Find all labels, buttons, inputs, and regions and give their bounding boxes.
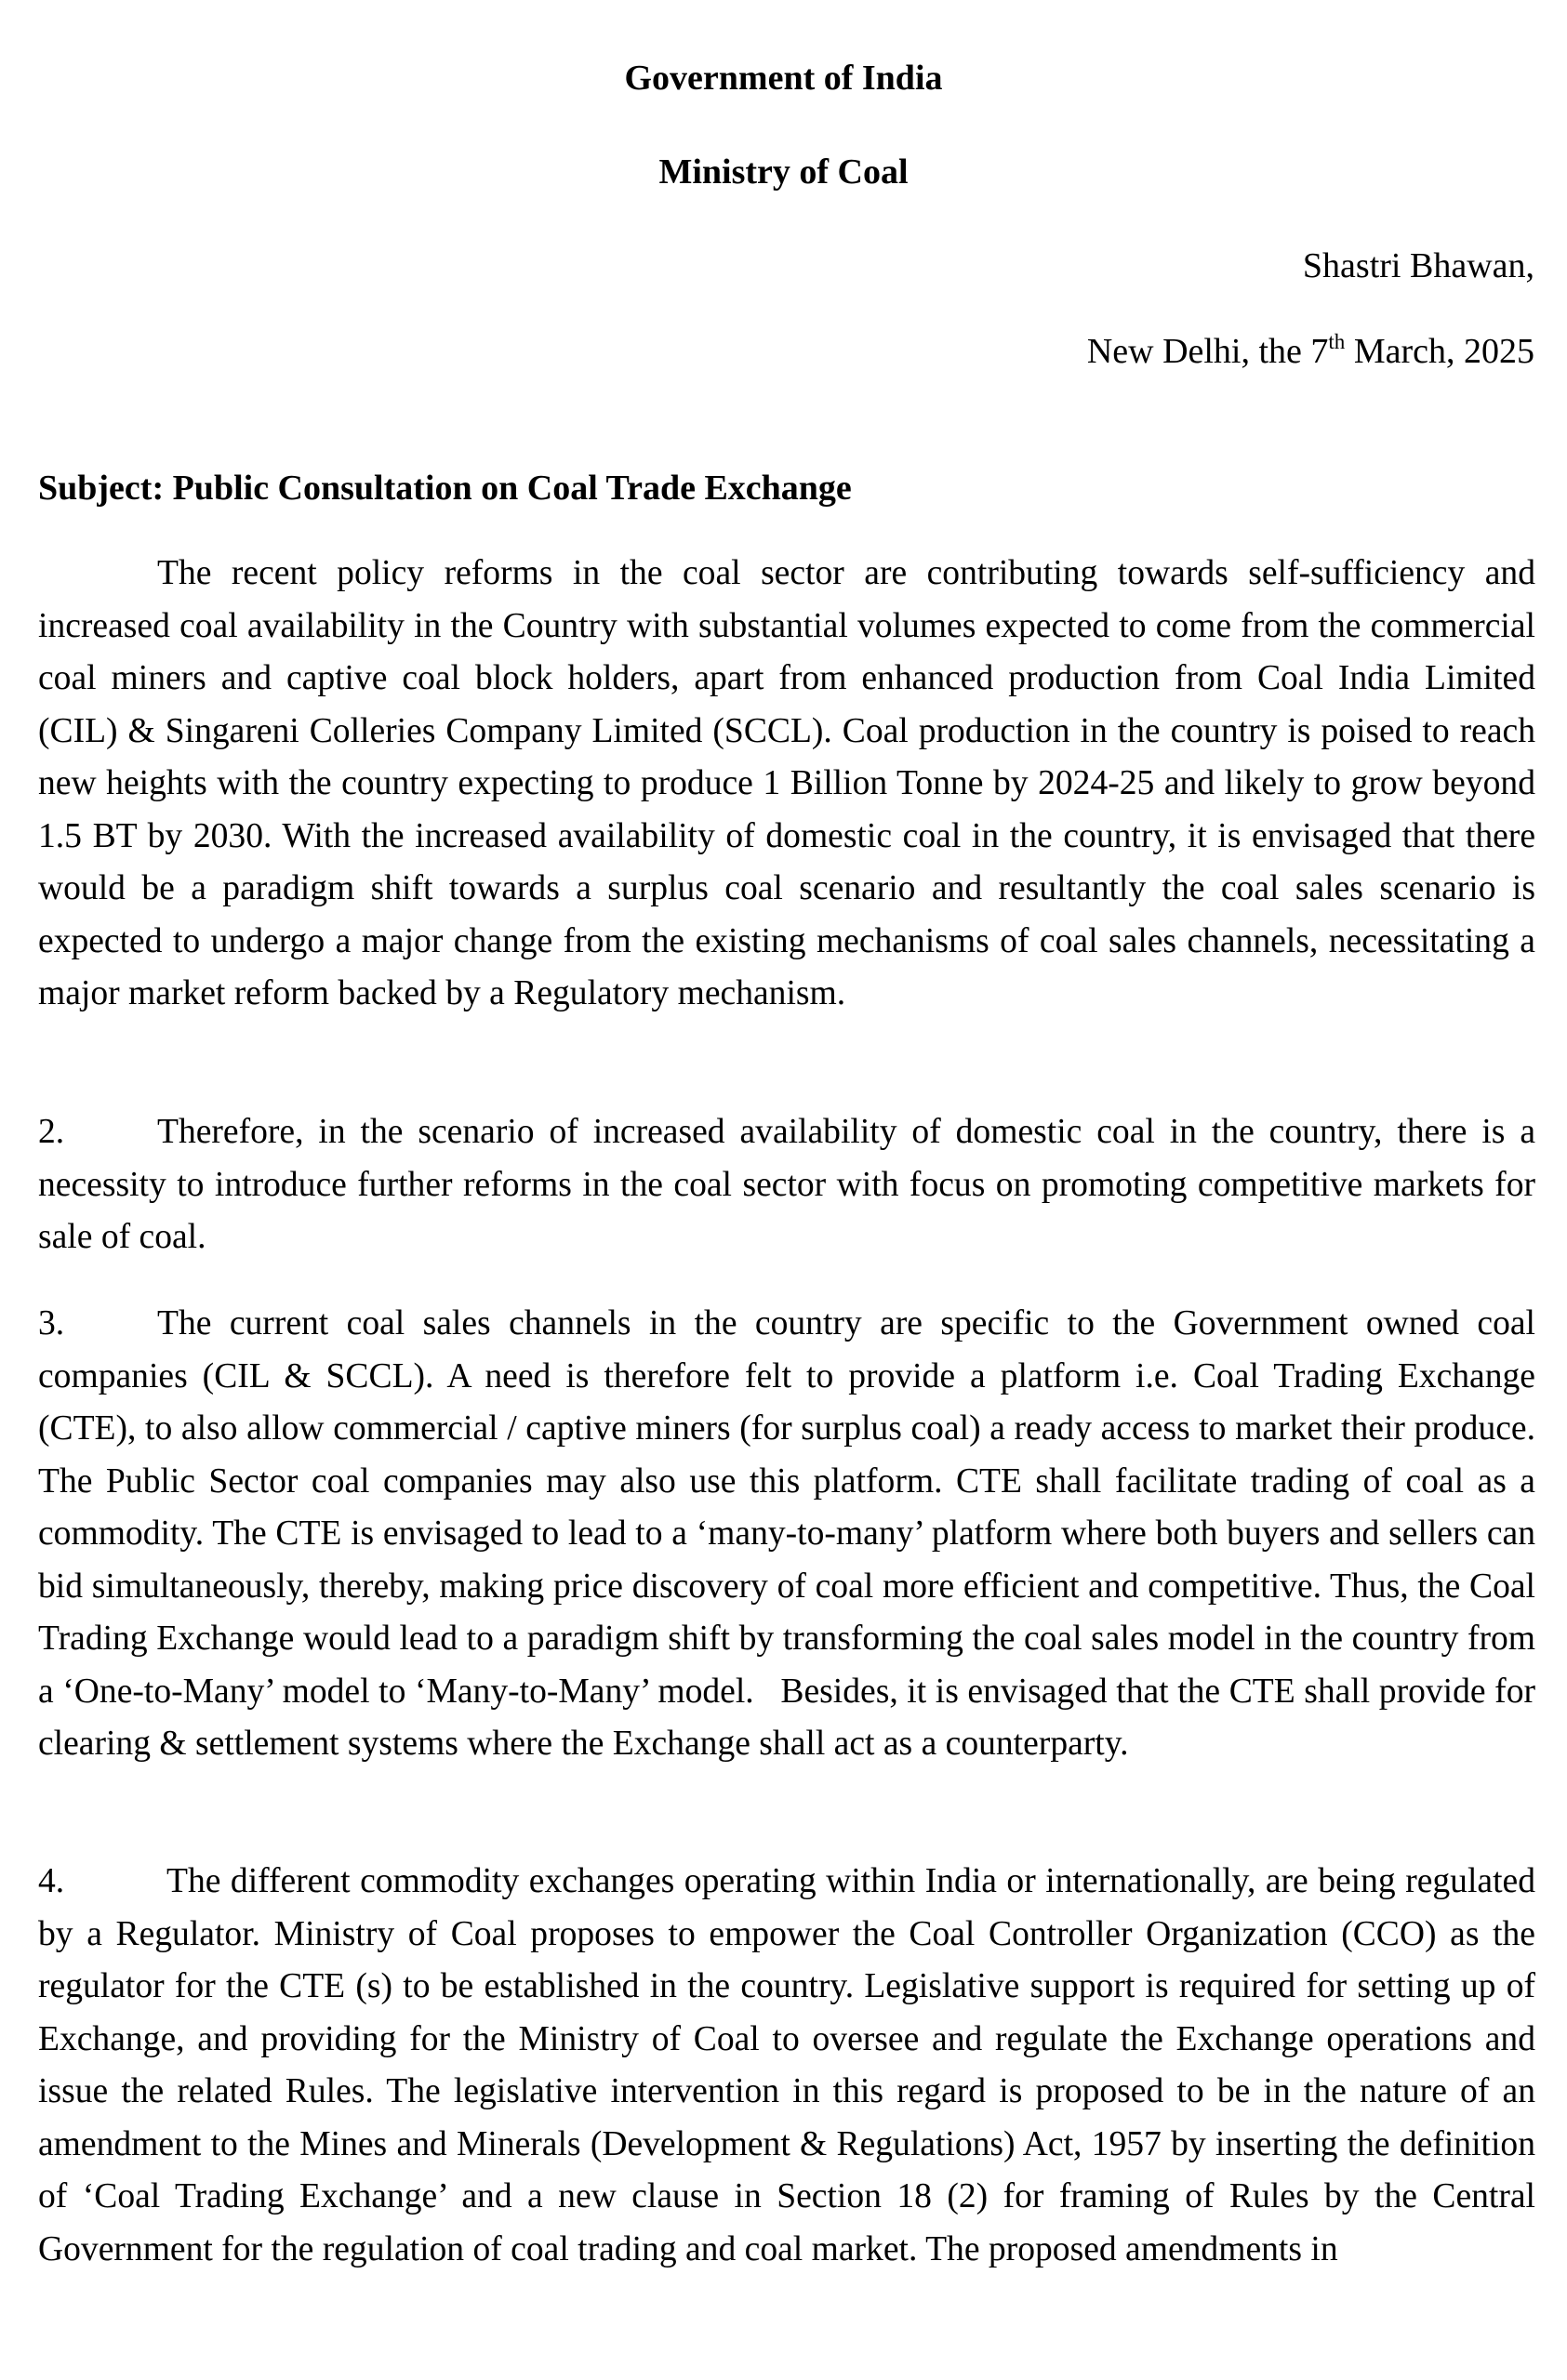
paragraph-2-number: 2.: [38, 1113, 65, 1151]
paragraph-3-number: 3.: [38, 1304, 65, 1342]
paragraph-3: [38, 1298, 1545, 1771]
paragraph-4-number: 4.: [38, 1862, 65, 1900]
date-prefix: New Delhi, the 7: [1086, 332, 1329, 371]
subject-line: Subject: Public Consultation on Coal Trade Exchange: [38, 469, 852, 508]
date-suffix: March, 2025: [1345, 332, 1534, 371]
paragraph-1: [38, 548, 1535, 1021]
paragraph-2-text: Therefore, in the scenario of increased availability of domestic coal in the country, there is a necessity to introduce further reforms in the coal sector with focus on promoting competitive markets for sale of coal.: [38, 1113, 1535, 1256]
paragraph-4: [38, 1856, 1535, 2276]
paragraph-4-text: The different commodity exchanges operating within India or internationally, are being regulated by a Regulator. Ministry of Coal proposes to empower the Coal Controller Organization (CCO) as the regulator for the CTE (s) to be established in the country. Legislative support is required for setting up of Exchange, and providing for the Ministry of Coal to oversee and regulate the Exchange operations and issue the related Rules. The legislative intervention in this regard is proposed to be in the nature of an amendment to the Mines and Minerals (Development & Regulations) Act, 1957 by inserting the definition of ‘Coal Trading Exchange’ and a new clause in Section 18 (2) for framing of Rules by the Central Government for the regulation of coal trading and coal market. The proposed amendments in: [38, 1862, 1535, 2268]
ministry-heading: Ministry of Coal: [658, 152, 909, 192]
date-line: [1087, 331, 1534, 372]
address-line: Shastri Bhawan,: [1302, 246, 1534, 285]
paragraph-2: [38, 1106, 1535, 1264]
date-superscript: th: [1328, 330, 1346, 353]
government-heading: Government of India: [624, 59, 943, 98]
paragraph-3-text: The current coal sales channels in the country are specific to the Government owned coal companies (CIL & SCCL). A need is therefore felt to provide a platform i.e. Coal Trading Exchange (CTE), to also allow commercial / captive miners (for surplus coal) a ready access to market their produce. The Public Sector coal companies may also use this platform. CTE shall facilitate trading of coal as a commodity. The CTE is envisaged to lead to a ‘many-to-many’ platform where both buyers and sellers can bid simultaneously, thereby, making price discovery of coal more efficient and competitive. Thus, the Coal Trading Exchange would lead to a paradigm shift by transforming the coal sales model in the country from a ‘One-to-Many’ model to ‘Many-to-Many’ model. Besides, it is envisaged that the CTE shall provide for clearing & settlement systems where the Exchange shall act as a counterparty.: [38, 1304, 1545, 1763]
paragraph-1-text: The recent policy reforms in the coal sector are contributing towards self-sufficiency and increased coal availability in the Country with substantial volumes expected to come from the commercial coal miners and captive coal block holders, apart from enhanced production from Coal India Limited (CIL) & Singareni Colleries Company Limited (SCCL). Coal production in the country is poised to reach new heights with the country expecting to produce 1 Billion Tonne by 2024-25 and likely to grow beyond 1.5 BT by 2030. With the increased availability of domestic coal in the country, it is envisaged that there would be a paradigm shift towards a surplus coal scenario and resultantly the coal sales scenario is expected to undergo a major change from the existing mechanisms of coal sales channels, necessitating a major market reform backed by a Regulatory mechanism.: [38, 554, 1535, 1012]
